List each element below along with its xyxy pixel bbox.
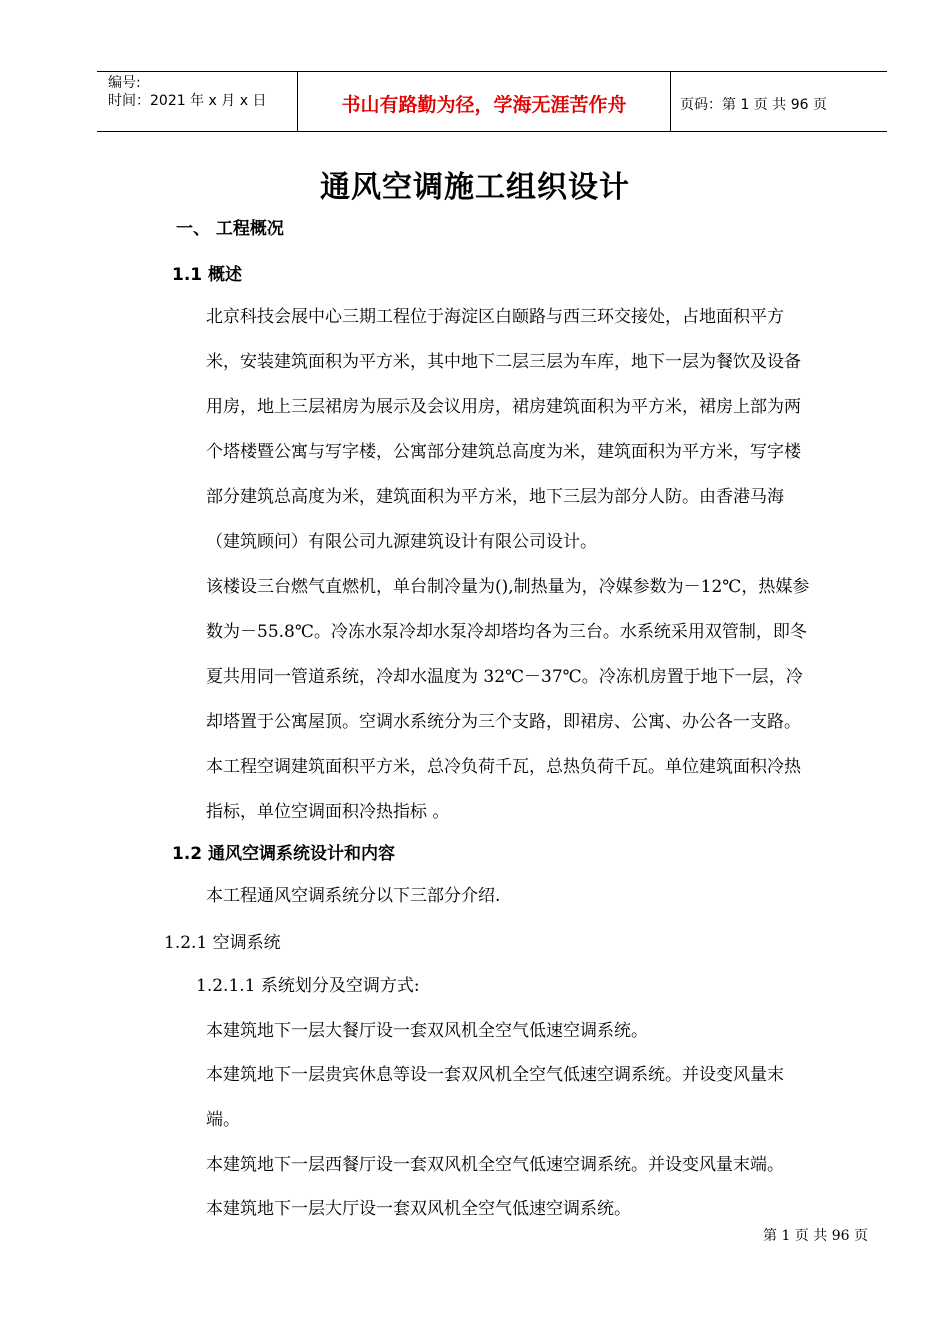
- paragraph-line: （建筑顾问）有限公司九源建筑设计有限公司设计。: [206, 532, 597, 552]
- header-page-info: 页码：第 1 页 共 96 页: [680, 97, 827, 113]
- paragraph-line: 本工程通风空调系统分以下三部分介绍.: [206, 886, 501, 906]
- paragraph-line: 数为－55.8℃。冷冻水泵冷却水泵冷却塔均各为三台。水系统采用双管制，即冬: [206, 622, 807, 642]
- paragraph-line: 本建筑地下一层贵宾休息等设一套双风机全空气低速空调系统。并设变风量末: [206, 1065, 784, 1085]
- paragraph-line: 本工程空调建筑面积平方米，总冷负荷千瓦，总热负荷千瓦。单位建筑面积冷热: [206, 757, 801, 777]
- document-time-label: 时间：2021 年 x 月 x 日: [108, 93, 267, 109]
- subsection-heading-1-2-1-1: 1.2.1.1 系统划分及空调方式:: [196, 976, 420, 996]
- subsection-heading-1-2-1: 1.2.1 空调系统: [164, 933, 281, 953]
- page-title: 通风空调施工组织设计: [320, 170, 630, 205]
- paragraph-line: 该楼设三台燃气直燃机，单台制冷量为(),制热量为，冷媒参数为－12℃，热媒参: [206, 577, 810, 597]
- document-number-label: 编号:: [108, 75, 141, 91]
- paragraph-line: 端。: [206, 1110, 240, 1130]
- header-table: [97, 71, 887, 132]
- paragraph-line: 北京科技会展中心三期工程位于海淀区白颐路与西三环交接处，占地面积平方: [206, 307, 784, 327]
- paragraph-line: 部分建筑总高度为米，建筑面积为平方米，地下三层为部分人防。由香港马海: [206, 487, 784, 507]
- paragraph-line: 本建筑地下一层大餐厅设一套双风机全空气低速空调系统。: [206, 1021, 648, 1041]
- header-left-cell: [97, 72, 298, 131]
- header-page-cell: [671, 72, 887, 131]
- header-motto: 书山有路勤为径，学海无涯苦作舟: [341, 94, 627, 116]
- footer-page-info: 第 1 页 共 96 页: [763, 1228, 868, 1244]
- paragraph-line: 夏共用同一管道系统，冷却水温度为 32℃－37℃。冷冻机房置于地下一层，冷: [206, 667, 803, 687]
- header-motto-cell: [298, 72, 671, 131]
- paragraph-line: 本建筑地下一层西餐厅设一套双风机全空气低速空调系统。并设变风量末端。: [206, 1155, 784, 1175]
- paragraph-line: 用房，地上三层裙房为展示及会议用房，裙房建筑面积为平方米，裙房上部为两: [206, 397, 801, 417]
- paragraph-line: 指标，单位空调面积冷热指标 。: [206, 802, 450, 822]
- section-heading-1: 一、 工程概况: [176, 219, 284, 239]
- section-heading-1-2: 1.2 通风空调系统设计和内容: [172, 844, 396, 864]
- section-heading-1-1: 1.1 概述: [172, 265, 243, 285]
- paragraph-line: 本建筑地下一层大厅设一套双风机全空气低速空调系统。: [206, 1199, 631, 1219]
- paragraph-line: 米，安装建筑面积为平方米，其中地下二层三层为车库，地下一层为餐饮及设备: [206, 352, 801, 372]
- paragraph-line: 却塔置于公寓屋顶。空调水系统分为三个支路，即裙房、公寓、办公各一支路。: [206, 712, 801, 732]
- paragraph-line: 个塔楼暨公寓与写字楼，公寓部分建筑总高度为米，建筑面积为平方米，写字楼: [206, 442, 801, 462]
